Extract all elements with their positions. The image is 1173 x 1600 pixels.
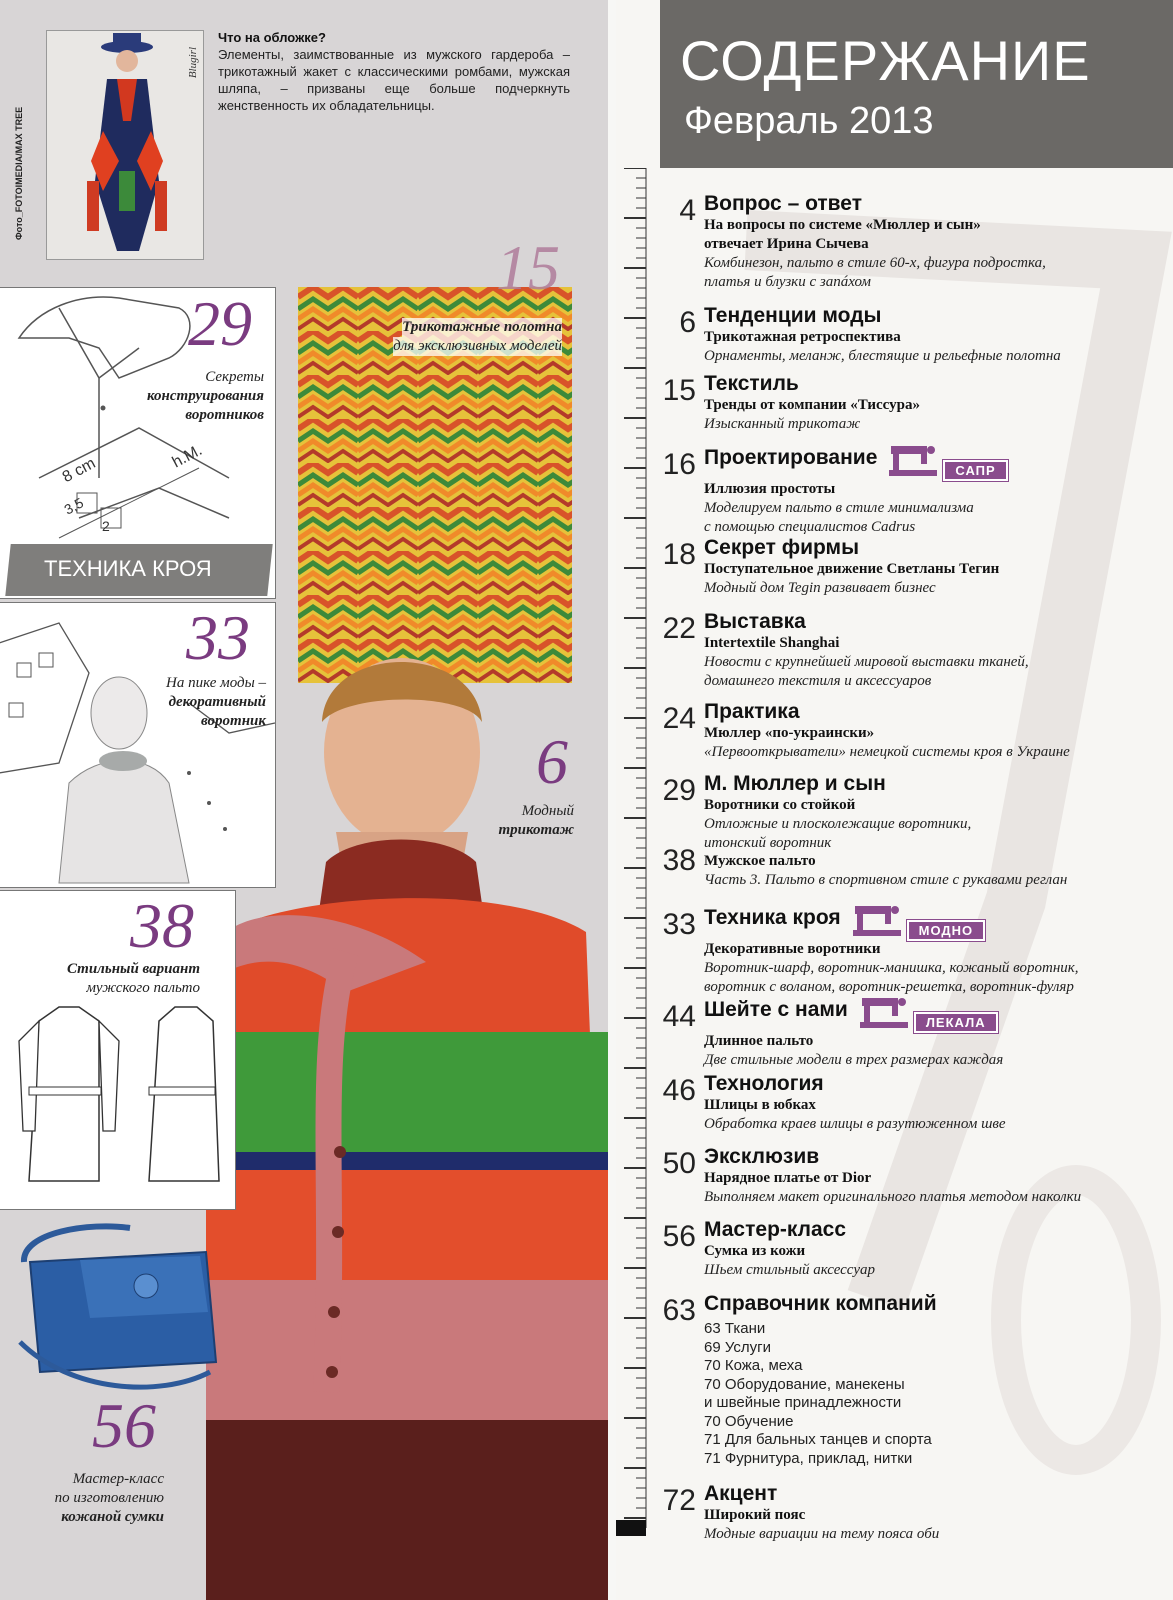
caption-line: мужского пальто	[86, 980, 200, 996]
toc-article-title: Intertextile Shanghai	[704, 635, 840, 651]
toc-entry[interactable]	[704, 304, 1061, 366]
section-banner-label: ТЕХНИКА КРОЯ	[44, 556, 212, 581]
caption-line: воротников	[185, 407, 264, 423]
toc-entry[interactable]	[704, 1292, 937, 1468]
toc-section-title[interactable]: Эксклюзив	[704, 1145, 820, 1168]
toc-article-description: Комбинезон, пальто в стиле 60-х, фигура подростка,	[704, 255, 1046, 271]
toc-page-number[interactable]: 6	[679, 306, 696, 339]
directory-item[interactable]: 70 Оборудование, манекены	[704, 1375, 905, 1393]
caption-line: кожаной сумки	[61, 1509, 164, 1525]
feature-number-15: 15	[496, 232, 560, 303]
toc-section-title[interactable]: Мастер-класс	[704, 1218, 847, 1241]
measuring-tape-ruler	[616, 168, 658, 1568]
toc-page-number[interactable]: 33	[662, 908, 696, 941]
toc-article-description: «Первооткрыватели» немецкой системы кроя в Украине	[704, 744, 1070, 760]
toc-page-number[interactable]: 56	[662, 1220, 696, 1253]
toc-section-title[interactable]: М. Мюллер и сын	[704, 772, 886, 795]
toc-article-description: с помощью специалистов Cadrus	[704, 519, 916, 535]
badge-label: МОДНО	[907, 920, 986, 941]
pattern-label: h.M.	[169, 441, 206, 472]
toc-section-title[interactable]: Шейте с нами	[704, 998, 848, 1021]
toc-article-description: домашнего текстиля и аксессуаров	[704, 673, 932, 689]
badge-label: ЛЕКАЛА	[914, 1012, 998, 1033]
company-directory-list	[704, 1320, 937, 1468]
directory-item[interactable]: 69 Услуги	[704, 1338, 771, 1356]
sewing-machine-badge	[887, 446, 1007, 480]
toc-section-title[interactable]: Выставка	[704, 610, 806, 633]
toc-section-title[interactable]: Вопрос – ответ	[704, 192, 862, 215]
toc-entry[interactable]	[704, 192, 1046, 292]
toc-entry[interactable]	[704, 700, 1070, 762]
toc-article-title: Широкий пояс	[704, 1507, 806, 1523]
toc-page-number[interactable]: 46	[662, 1074, 696, 1107]
pattern-label: 2	[102, 518, 110, 534]
toc-article-title: Поступательное движение Светланы Тегин	[704, 561, 1000, 577]
toc-page-number[interactable]: 29	[662, 774, 696, 807]
toc-entry[interactable]	[704, 1072, 1006, 1134]
toc-article-description: Новости с крупнейшей мировой выставки тканей,	[704, 654, 1029, 670]
toc-page-number[interactable]: 63	[662, 1294, 696, 1327]
caption-line: Мастер-класс	[72, 1471, 164, 1487]
toc-entry[interactable]	[704, 372, 920, 434]
toc-article-description: Отложные и плосколежащие воротники,	[704, 816, 972, 832]
feature-number-33: 33	[186, 602, 250, 673]
feature-number-29: 29	[188, 288, 252, 359]
issue-date: Февраль 2013	[684, 100, 934, 142]
toc-section-title[interactable]: Текстиль	[704, 372, 799, 395]
toc-page-number[interactable]: 4	[679, 194, 696, 227]
toc-page-number[interactable]: 18	[662, 538, 696, 571]
toc-page-number[interactable]: 44	[662, 1000, 696, 1033]
toc-article-description: Модный дом Tegin развивает бизнес	[704, 580, 936, 596]
feature-caption-56	[20, 1470, 164, 1527]
toc-section-title[interactable]: Секрет фирмы	[704, 536, 860, 559]
toc-article-description: Моделируем пальто в стиле минимализма	[704, 500, 974, 516]
toc-section-title[interactable]: Проектирование	[704, 446, 878, 469]
toc-article-title: Нарядное платье от Dior	[704, 1170, 872, 1186]
page-spine	[608, 0, 616, 1600]
feature-number-38: 38	[130, 890, 194, 961]
coat-pattern-block	[0, 890, 236, 1210]
toc-entry[interactable]	[704, 852, 1067, 890]
toc-page-number[interactable]: 15	[662, 374, 696, 407]
toc-article-title: Декоративные воротники	[704, 941, 881, 957]
toc-page-number[interactable]: 22	[662, 612, 696, 645]
toc-entry[interactable]	[704, 998, 1003, 1070]
caption-line: На пике моды –	[165, 675, 266, 691]
toc-entry[interactable]	[704, 772, 971, 853]
toc-article-description: Орнаменты, меланж, блестящие и рельефные полотна	[704, 348, 1061, 364]
toc-article-description: Модные вариации на тему пояса оби	[704, 1526, 940, 1542]
caption-line: воротник	[201, 713, 266, 729]
toc-section-title[interactable]: Техника кроя	[704, 906, 841, 929]
toc-entry[interactable]	[704, 446, 1007, 537]
caption-line: конструирования	[147, 388, 264, 404]
toc-entry[interactable]	[704, 1482, 939, 1544]
sewing-machine-badge	[851, 906, 974, 940]
toc-page-number[interactable]: 24	[662, 702, 696, 735]
sewing-machine-icon	[887, 440, 945, 478]
feature-number-56: 56	[92, 1390, 156, 1461]
toc-page-number[interactable]: 50	[662, 1147, 696, 1180]
caption-line: трикотаж	[498, 822, 574, 838]
cover-question: Что на обложке?	[218, 30, 326, 45]
brand-label: Blugirl	[187, 47, 199, 79]
caption-line: декоративный	[168, 694, 266, 710]
toc-article-description: Выполняем макет оригинального платья методом наколки	[704, 1189, 1082, 1205]
sewing-machine-icon	[858, 992, 916, 1030]
directory-item[interactable]: 63 Ткани	[704, 1320, 766, 1337]
feature-caption-15	[330, 318, 562, 356]
toc-article-description: воротник с воланом, воротник-решетка, воротник-фуляр	[704, 979, 1074, 995]
directory-item[interactable]: 70 Кожа, меха	[704, 1357, 803, 1374]
pattern-label: 3,5	[61, 494, 87, 518]
directory-item[interactable]: 70 Обучение	[704, 1412, 794, 1430]
toc-entry[interactable]	[704, 1145, 1081, 1207]
caption-line: Секреты	[205, 369, 264, 385]
toc-page-number[interactable]: 16	[662, 448, 696, 481]
toc-article-title: Сумка из кожи	[704, 1243, 806, 1259]
toc-article-description: Шьем стильный аксессуар	[704, 1262, 876, 1278]
toc-article-title: Шлицы в юбках	[704, 1097, 816, 1113]
caption-line: Модный	[521, 803, 574, 819]
ruler-end-block	[616, 1520, 646, 1536]
feature-caption-29	[90, 368, 264, 425]
toc-article-title: Тренды от компании «Тиссура»	[704, 397, 920, 413]
toc-section-title[interactable]: Справочник компаний	[704, 1292, 937, 1315]
toc-page-number[interactable]: 72	[662, 1484, 696, 1517]
toc-entry[interactable]	[704, 1218, 875, 1280]
caption-line: по изготовлению	[54, 1490, 164, 1506]
right-page	[616, 0, 1173, 1600]
toc-article-title: отвечает Ирина Сычева	[704, 236, 869, 252]
toc-article-title: Иллюзия простоты	[704, 481, 836, 497]
leather-bag-image	[10, 1222, 220, 1402]
feature-number-6: 6	[536, 726, 568, 797]
directory-item[interactable]: 71 Для бальных танцев и спорта	[704, 1431, 932, 1448]
toc-article-title: Мюллер «по-украински»	[704, 725, 875, 741]
toc-article-description: Обработка краев шлицы в разутюженном шве	[704, 1116, 1006, 1132]
toc-article-title: Трикотажная ретроспектива	[704, 329, 901, 345]
directory-item[interactable]: и швейные принадлежности	[704, 1394, 902, 1411]
toc-article-title: Воротники со стойкой	[704, 797, 856, 813]
toc-section-title[interactable]: Технология	[704, 1072, 824, 1095]
toc-article-description: Часть 3. Пальто в спортивном стиле с рукавами реглан	[704, 872, 1068, 888]
caption-line: для эксклюзивных моделей	[393, 338, 562, 354]
toc-page-number[interactable]: 38	[662, 844, 696, 877]
badge-label: САПР	[943, 460, 1007, 481]
photo-credit: Фото_FOTOIMEDIA/MAX TREE	[14, 106, 24, 240]
caption-line: Трикотажные полотна	[402, 319, 562, 335]
toc-entry[interactable]	[704, 610, 1029, 691]
toc-article-title: Длинное пальто	[704, 1033, 814, 1049]
toc-article-title: На вопросы по системе «Мюллер и сын»	[704, 217, 981, 233]
sewing-machine-icon	[851, 900, 909, 938]
contents-header	[660, 0, 1173, 168]
cover-photo	[46, 30, 204, 260]
toc-article-description: Две стильные модели в трех размерах каждая	[704, 1052, 1004, 1068]
caption-line: Стильный вариант	[66, 961, 200, 977]
pattern-label: 8 cm	[59, 454, 99, 487]
feature-caption-6	[460, 802, 574, 840]
toc-article-description: платья и блузки с запáхом	[704, 274, 871, 290]
toc-entry[interactable]	[704, 536, 999, 598]
directory-item[interactable]: 71 Фурнитура, приклад, нитки	[704, 1449, 913, 1467]
toc-article-title: Мужское пальто	[704, 853, 816, 869]
toc-section-title[interactable]: Акцент	[704, 1482, 778, 1505]
contents-title: СОДЕРЖАНИЕ	[680, 29, 1091, 92]
toc-section-title[interactable]: Тенденции моды	[704, 304, 882, 327]
feature-caption-38	[40, 960, 200, 998]
toc-entry[interactable]	[704, 906, 1079, 997]
toc-article-description: Воротник-шарф, воротник-манишка, кожаный воротник,	[704, 960, 1079, 976]
cover-text: Элементы, заимствованные из мужского гардероба – трикотажный жакет с классическими ромбами, мужская шляпа, – призваны еще больше подчеркнуть женственность их обладательницы.	[218, 47, 570, 113]
toc-article-description: Изысканный трикотаж	[704, 416, 861, 432]
toc-article-description: итонский воротник	[704, 835, 832, 851]
toc-section-title[interactable]: Практика	[704, 700, 800, 723]
sewing-machine-badge	[858, 998, 986, 1032]
